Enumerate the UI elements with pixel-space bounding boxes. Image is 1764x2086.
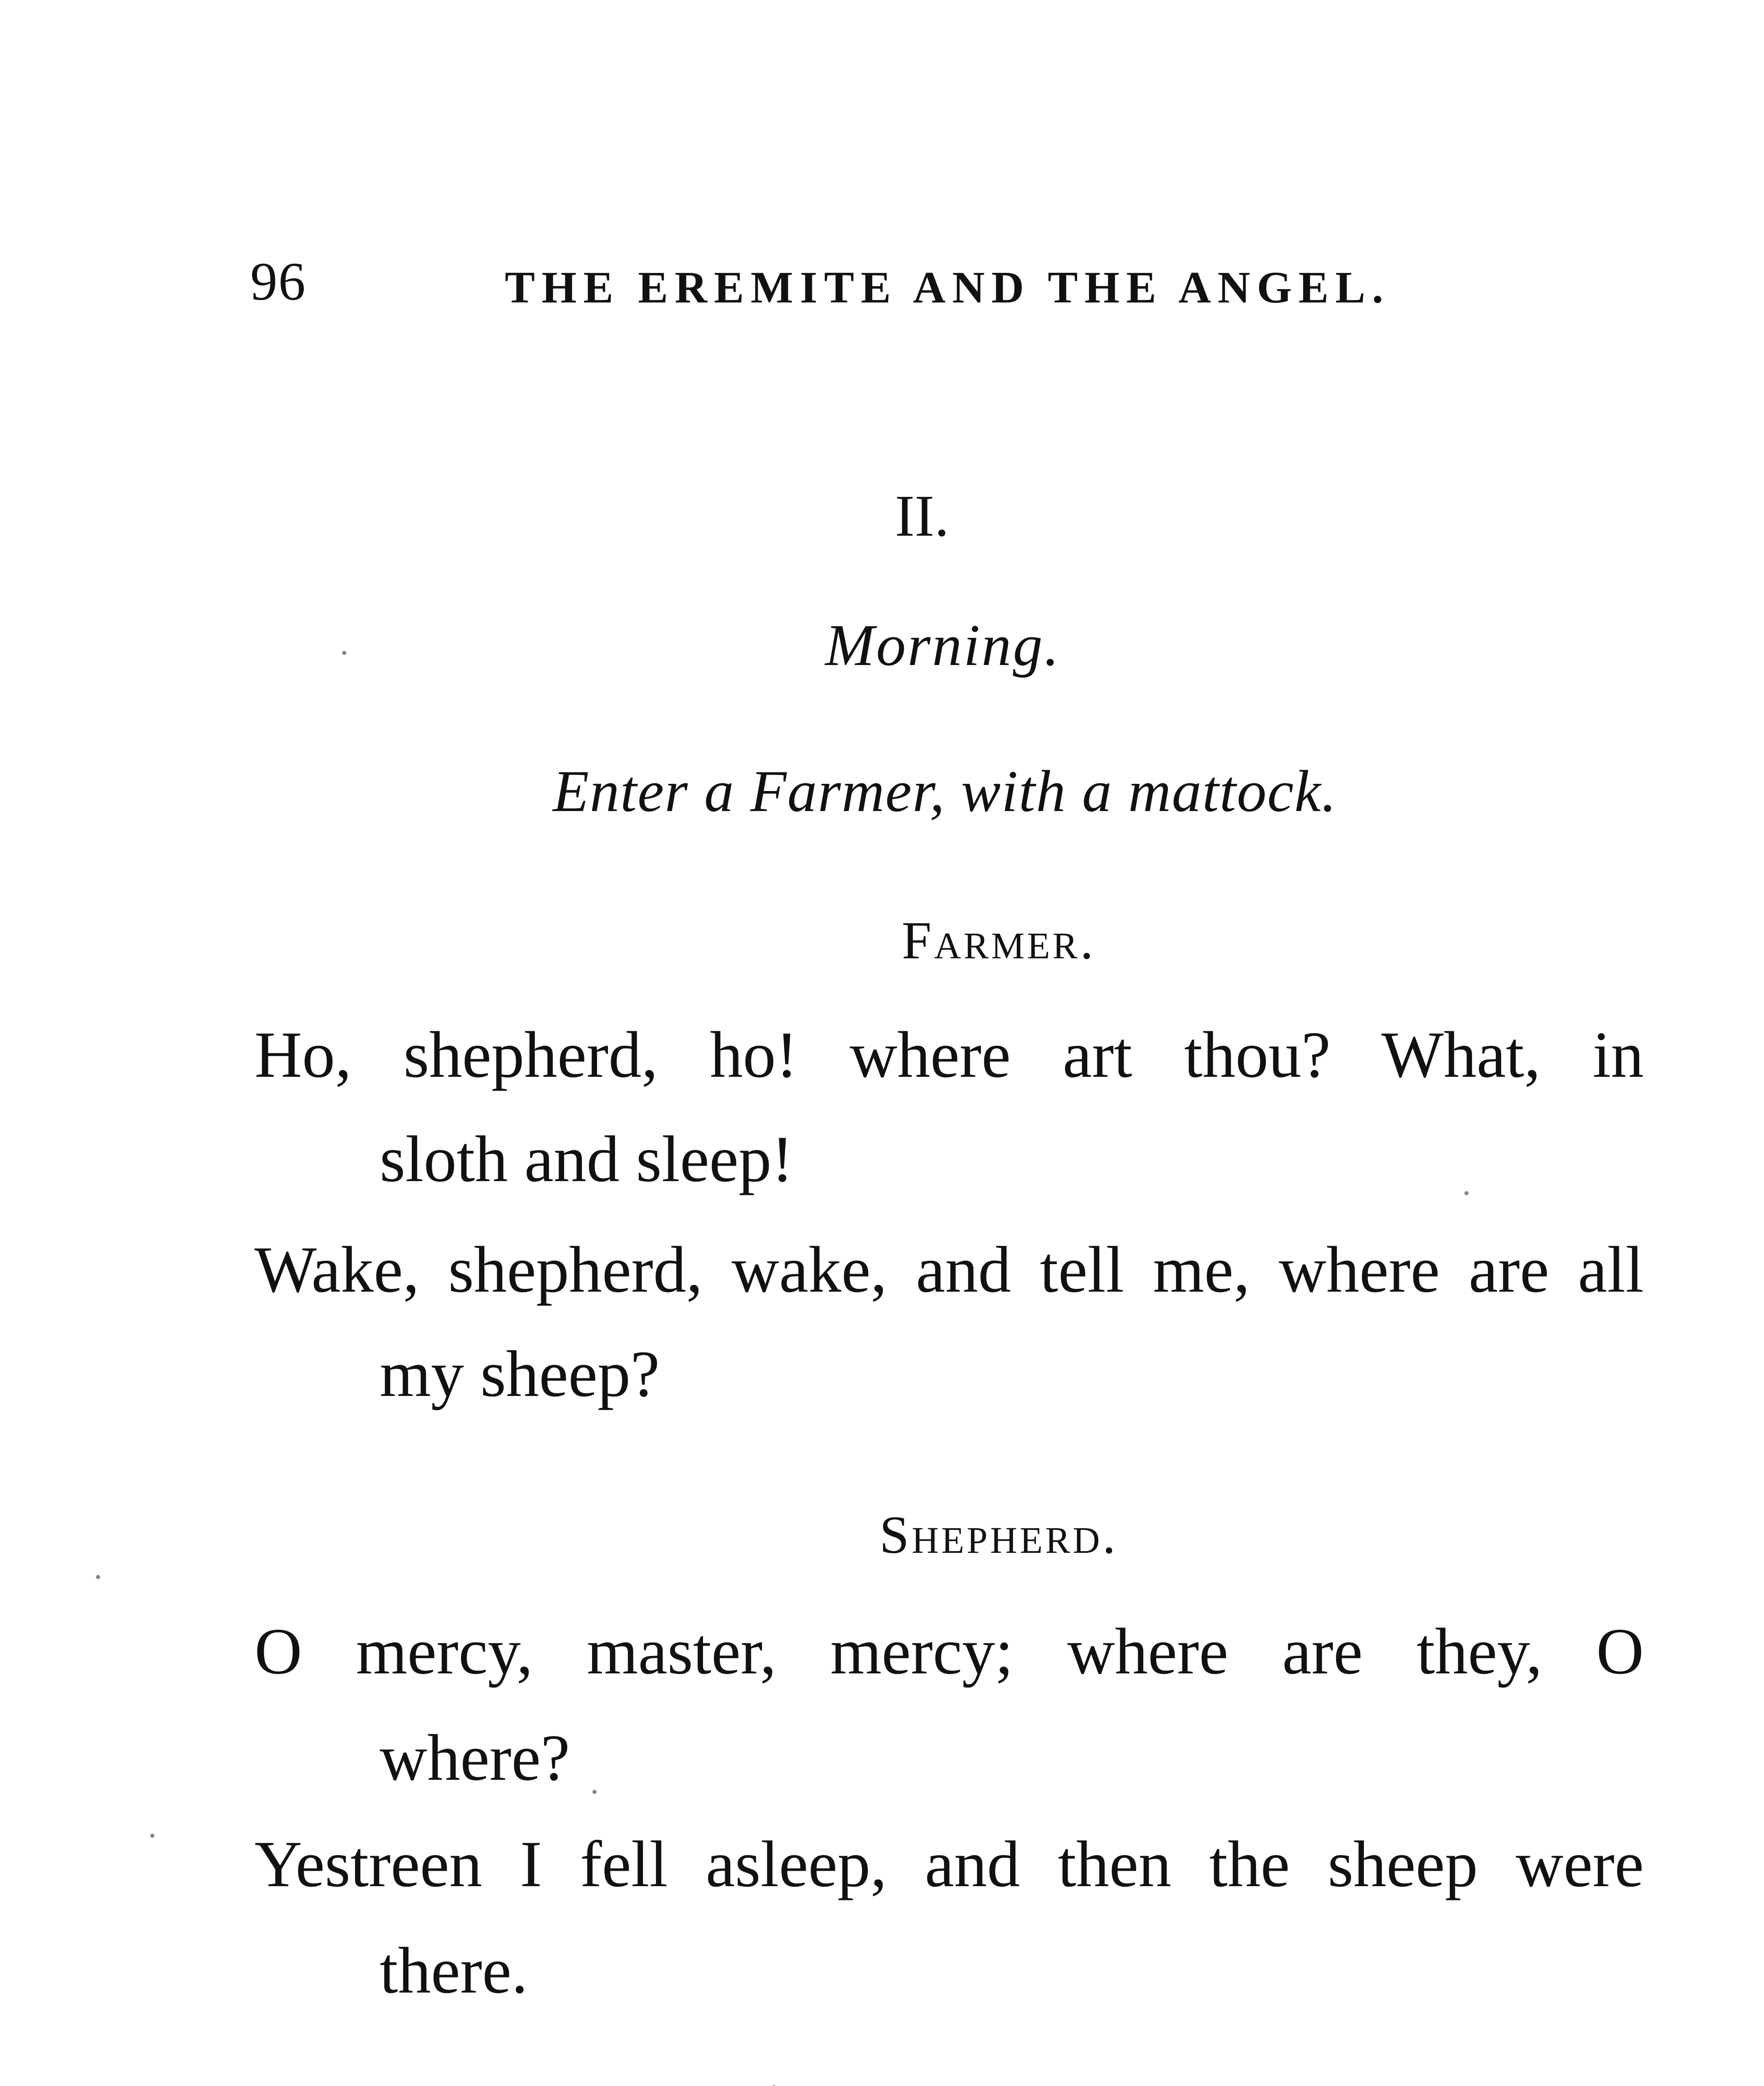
speaker-farmer-1: Farmer. [902, 911, 1096, 970]
scene-number: II. [895, 483, 950, 549]
shepherd-line-2: where? [380, 1721, 570, 1794]
paper-speck [96, 1575, 100, 1579]
shepherd-line-3: Yestreen I fell asleep, and then the sheep were [255, 1828, 1644, 1901]
farmer-1-line-3: Wake, shepherd, wake, and tell me, where are all [255, 1233, 1644, 1306]
entrance-stage-direction: Enter a Farmer, with a mattock. [552, 758, 1338, 824]
paper-speck [1464, 1191, 1469, 1195]
paper-speck [592, 1790, 597, 1794]
paper-speck [342, 651, 346, 655]
shepherd-line-1: O mercy, master, mercy; where are they, O [255, 1615, 1644, 1688]
shepherd-line-4: there. [380, 1934, 528, 2007]
page-number: 96 [250, 252, 306, 312]
scene-time: Morning. [825, 612, 1061, 678]
running-head: THE EREMITE AND THE ANGEL. [505, 263, 1390, 312]
farmer-1-line-2: sloth and sleep! [380, 1123, 794, 1196]
farmer-1-line-4: my sheep? [380, 1338, 660, 1411]
speaker-shepherd: Shepherd. [879, 1505, 1119, 1564]
paper-speck [150, 1834, 154, 1838]
page-header [250, 254, 1677, 321]
farmer-1-line-1: Ho, shepherd, ho! where art thou? What, in [255, 1018, 1644, 1091]
